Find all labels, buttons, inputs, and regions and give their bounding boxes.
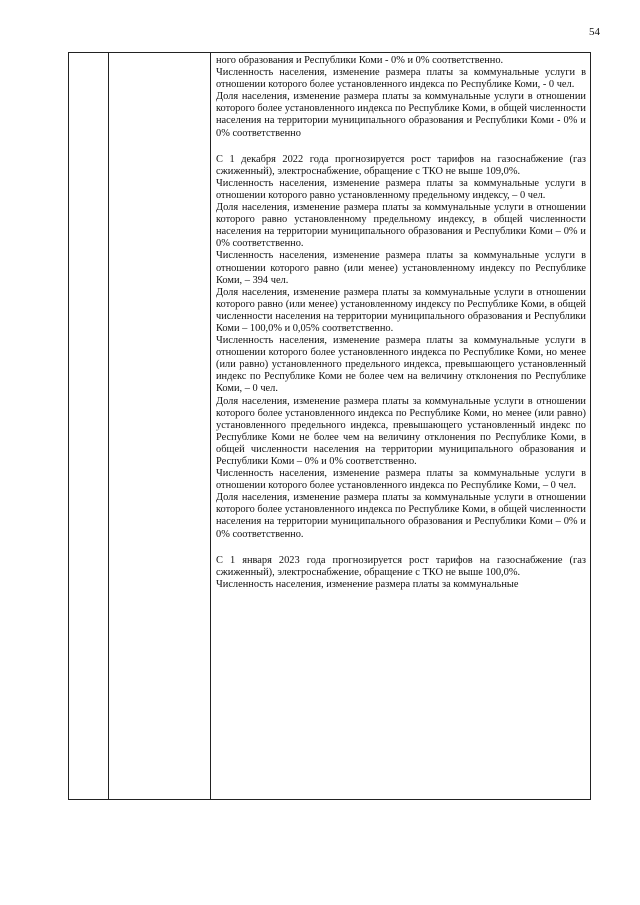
table-cell-name bbox=[109, 53, 211, 800]
paragraph: Численность населения, изменение размера платы за коммунальные услуги в отношении которого равно (или менее) установленному индексу по Республике Коми, – 394 чел. bbox=[216, 250, 586, 286]
paragraph: Численность населения, изменение размера платы за коммунальные услуги в отношении которого равно установленному предельному индексу, – 0 чел. bbox=[216, 177, 586, 201]
paragraph-spacer bbox=[216, 541, 586, 555]
paragraph: Доля населения, изменение размера платы за коммунальные услуги в отношении которого равно (или менее) установленному индексу по Республике Коми, в общей численности населения на территории муниципального образования и Республики Коми – 100,0% и 0,05% соответственно. bbox=[216, 286, 586, 334]
page-number: 54 bbox=[589, 26, 600, 38]
paragraph-spacer bbox=[216, 140, 586, 154]
paragraph: Доля населения, изменение размера платы за коммунальные услуги в отношении которого более установленного индекса по Республике Коми, но менее (или равно) установленного предельного индекса, превышающего установленный индекс по Республике Коми не более чем на величину отклонения по Республике Коми, в общей численности населения на территории муниципального образования и Республики Коми – 0% и 0% соответственно. bbox=[216, 395, 586, 467]
table-row bbox=[69, 53, 591, 800]
paragraph: Численность населения, изменение размера платы за коммунальные услуги в отношении которого более установленного индекса по Республике Коми, – 0 чел. bbox=[216, 468, 586, 492]
paragraph: Численность населения, изменение размера платы за коммунальные услуги в отношении которого более установленного индекса по Республике Коми, но менее (или равно) установленного предельного индекса, превышающего установленный индекс по Республике Коми не более чем на величину отклонения по Республике Коми, – 0 чел. bbox=[216, 335, 586, 395]
document-table bbox=[68, 52, 591, 800]
paragraph: Доля населения, изменение размера платы за коммунальные услуги в отношении которого более установленного индекса по Республике Коми, в общей численности населения на территории муниципального образования и Республики Коми - 0% и 0% соответственно bbox=[216, 91, 586, 139]
paragraph: Доля населения, изменение размера платы за коммунальные услуги в отношении которого равно установленному предельному индексу, в общей численности населения на территории муниципального образования и Республики Коми – 0% и 0% соответственно. bbox=[216, 202, 586, 250]
paragraph: Численность населения, изменение размера платы за коммунальные услуги в отношении которого более установленного индекса по Республике Коми, - 0 чел. bbox=[216, 67, 586, 91]
table-cell-text bbox=[211, 53, 591, 800]
paragraph: С 1 января 2023 года прогнозируется рост тарифов на газоснабжение (газ сжиженный), электроснабжение, обращение с ТКО не выше 100,0%. bbox=[216, 554, 586, 578]
paragraph: Доля населения, изменение размера платы за коммунальные услуги в отношении которого более установленного индекса по Республике Коми, в общей численности населения на территории муниципального образования и Республики Коми – 0% и 0% соответственно. bbox=[216, 492, 586, 540]
paragraph: Численность населения, изменение размера платы за коммунальные bbox=[216, 578, 519, 590]
paragraph: ного образования и Республики Коми - 0% и 0% соответственно. bbox=[216, 55, 504, 66]
paragraph: С 1 декабря 2022 года прогнозируется рост тарифов на газоснабжение (газ сжиженный), электроснабжение, обращение с ТКО не выше 109,0%. bbox=[216, 153, 586, 177]
table-cell-number bbox=[69, 53, 109, 800]
